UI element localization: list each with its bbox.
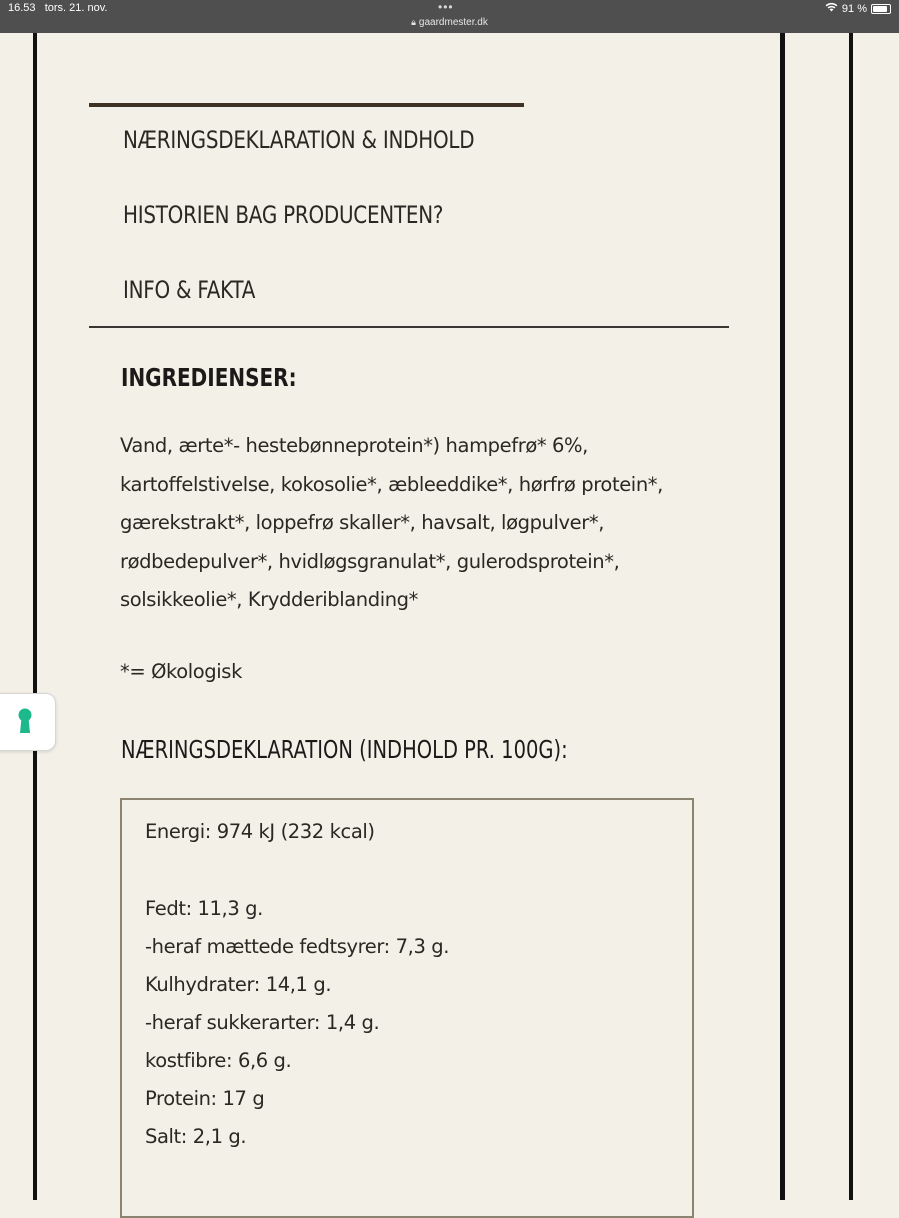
organic-note: *= Økologisk <box>120 660 242 683</box>
nutrition-energy: Energi: 974 kJ (232 kcal) <box>145 820 375 843</box>
address-bar[interactable] <box>0 17 899 28</box>
nutrition-row: Protein: 17 g <box>145 1087 265 1110</box>
nutrition-row: Kulhydrater: 14,1 g. <box>145 973 332 996</box>
status-right <box>825 2 891 15</box>
wifi-icon <box>825 2 838 15</box>
multitask-dots[interactable]: ••• <box>438 0 454 14</box>
nutrition-row: Fedt: 11,3 g. <box>145 897 263 920</box>
ingredients-line: Vand, ærte*- hestebønneprotein*) hampefrø* 6%, <box>120 434 588 457</box>
status-bar <box>0 0 899 33</box>
ingredients-line: rødbedepulver*, hvidløgsgranulat*, gulerodsprotein*, <box>120 549 620 573</box>
accordion-item-historien[interactable]: HISTORIEN BAG PRODUCENTEN? <box>123 201 444 229</box>
left-border-line <box>33 33 37 1200</box>
lock-icon: 🔒︎ <box>411 17 416 27</box>
far-right-border-line <box>849 33 853 1200</box>
ingredients-text <box>120 427 760 620</box>
right-border-line <box>780 33 785 1200</box>
privacy-widget-button[interactable] <box>0 693 56 751</box>
battery-icon <box>871 4 891 14</box>
accordion-item-naeringsdeklaration[interactable]: NÆRINGSDEKLARATION & INDHOLD <box>123 126 475 154</box>
nutrition-heading: NÆRINGSDEKLARATION (INDHOLD PR. 100G): <box>121 735 568 764</box>
status-time <box>8 2 107 14</box>
nutrition-table <box>120 798 694 1218</box>
battery-percent: 91 % <box>841 2 867 15</box>
ingredients-line: solsikkeolie*, Krydderiblanding* <box>120 588 419 611</box>
nutrition-row: -heraf sukkerarter: 1,4 g. <box>145 1011 380 1034</box>
nutrition-row: Salt: 2,1 g. <box>145 1125 247 1148</box>
accordion-divider <box>89 326 729 328</box>
keyhole-icon <box>18 708 32 734</box>
accordion-item-info-fakta[interactable]: INFO & FAKTA <box>123 276 256 304</box>
ingredients-line: gærekstrakt*, loppefrø skaller*, havsalt, løgpulver*, <box>120 511 605 534</box>
status-date: tors. 21. nov. <box>44 2 108 14</box>
nutrition-row: kostfibre: 6,6 g. <box>145 1049 292 1072</box>
url-text: gaardmester.dk <box>418 17 488 28</box>
accordion-active-indicator <box>89 103 524 107</box>
ingredients-line: kartoffelstivelse, kokosolie*, æbleeddike*, hørfrø protein*, <box>120 472 663 496</box>
ingredients-heading: INGREDIENSER: <box>121 363 297 392</box>
nutrition-row: -heraf mættede fedtsyrer: 7,3 g. <box>145 935 450 958</box>
status-time-value: 16.53 <box>8 2 36 14</box>
